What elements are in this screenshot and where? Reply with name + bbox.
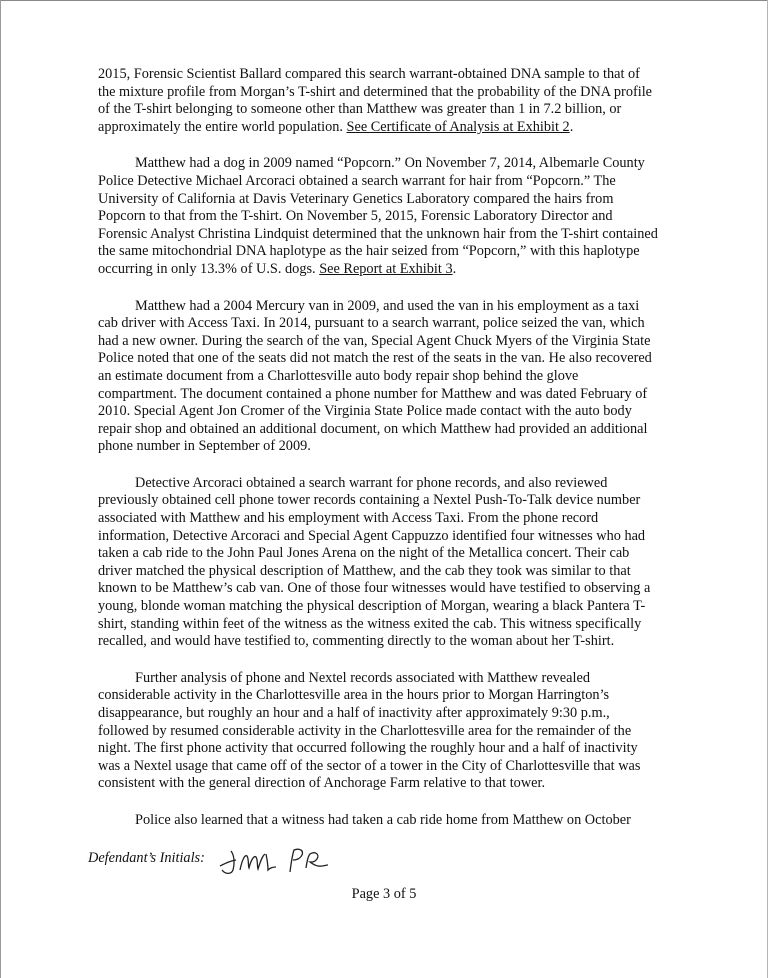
page-left-border	[0, 0, 1, 978]
page-number: Page 3 of 5	[351, 886, 417, 902]
paragraph-nextel-analysis	[98, 670, 658, 793]
initials-signature-jm	[218, 846, 278, 876]
paragraph-witness-cab-ride	[98, 812, 658, 830]
paragraph-text: Matthew had a dog in 2009 named “Popcorn.” On November 7, 2014, Albemarle County Police Detective Michael Arcoraci obtained a search warrant for hair from “Popcorn.” The University of California at Davis Veterinary Genetics Laboratory compared the hairs from Popcorn to that from the T-shirt. On November 5, 2015, Forensic Laboratory Director and Forensic Analyst Christina Lindquist determined that the unknown hair from the T-shirt contained the same mitochondrial DNA haplotype as the hair seized from “Popcorn,” with this haplotype occurring in only 13.3% of U.S. dogs.	[98, 155, 658, 277]
paragraph-tail: .	[452, 260, 457, 277]
paragraph-text: Detective Arcoraci obtained a search warrant for phone records, and also reviewed previously obtained cell phone tower records containing a Nextel Push-To-Talk device number associated with Matthew and his employment with Access Taxi. From the phone record information, Detective Arcoraci and Special Agent Cappuzzo identified four witnesses who had taken a cab ride to the John Paul Jones Arena on the night of the Metallica concert. Their cab driver matched the physical description of Matthew, and the cab they took was similar to that known to be Matthew’s cab van. One of those four witnesses would have testified to observing a young, blonde woman matching the physical description of Morgan, wearing a black Pantera T-shirt, standing within feet of the witness as the witness exited the cab. This witness specifically recalled, and would have testified to, commenting directly to the woman about her T-shirt.	[98, 474, 651, 650]
paragraph-phone-records	[98, 475, 658, 651]
initials-row	[88, 846, 568, 876]
exhibit-3-reference: See Report at Exhibit 3	[319, 260, 453, 277]
exhibit-2-reference: See Certificate of Analysis at Exhibit 2	[346, 118, 570, 135]
paragraph-text: Matthew had a 2004 Mercury van in 2009, and used the van in his employment as a taxi cab driver with Access Taxi. In 2014, pursuant to a search warrant, police seized the van, which had a new owner. During the search of the van, Special Agent Chuck Myers of the Virginia State Police noted that one of the seats did not match the rest of the seats in the van. He also recovered an estimate document from a Charlottesville auto body repair shop behind the glove compartment. The document contained a phone number for Matthew and was dated February of 2010. Special Agent Jon Cromer of the Virginia State Police made contact with the auto body repair shop and obtained an additional document, on which Matthew had provided an additional phone number in September of 2009.	[98, 297, 652, 455]
document-body	[98, 66, 658, 849]
paragraph-tail: .	[569, 118, 574, 135]
paragraph-dog-hair	[98, 155, 658, 278]
page-top-border	[0, 0, 768, 1]
paragraph-dna-comparison	[98, 66, 658, 136]
paragraph-text: Further analysis of phone and Nextel records associated with Matthew revealed considerable activity in the Charlottesville area in the hours prior to Morgan Harrington’s disappearance, but roughly an hour and a half of inactivity after approximately 9:30 p.m., followed by resumed considerable activity in the Charlottesville area for the remainder of the night. The first phone activity that occurred following the roughly hour and a half of inactivity was a Nextel usage that came off of the sector of a tower in the City of Charlottesville that was consistent with the general direction of Anchorage Farm relative to that tower.	[98, 669, 641, 792]
initials-label: Defendant’s Initials:	[88, 850, 205, 866]
initials-signature-pr	[284, 846, 334, 876]
paragraph-text: Police also learned that a witness had taken a cab ride home from Matthew on October	[135, 811, 631, 828]
paragraph-van	[98, 298, 658, 456]
paragraph-text: 2015, Forensic Scientist Ballard compared this search warrant-obtained DNA sample to that of the mixture profile from Morgan’s T-shirt and determined that the probability of the DNA profile of the T-shirt belonging to someone other than Matthew was greater than 1 in 7.2 billion, or approximately the entire world population.	[98, 66, 653, 135]
